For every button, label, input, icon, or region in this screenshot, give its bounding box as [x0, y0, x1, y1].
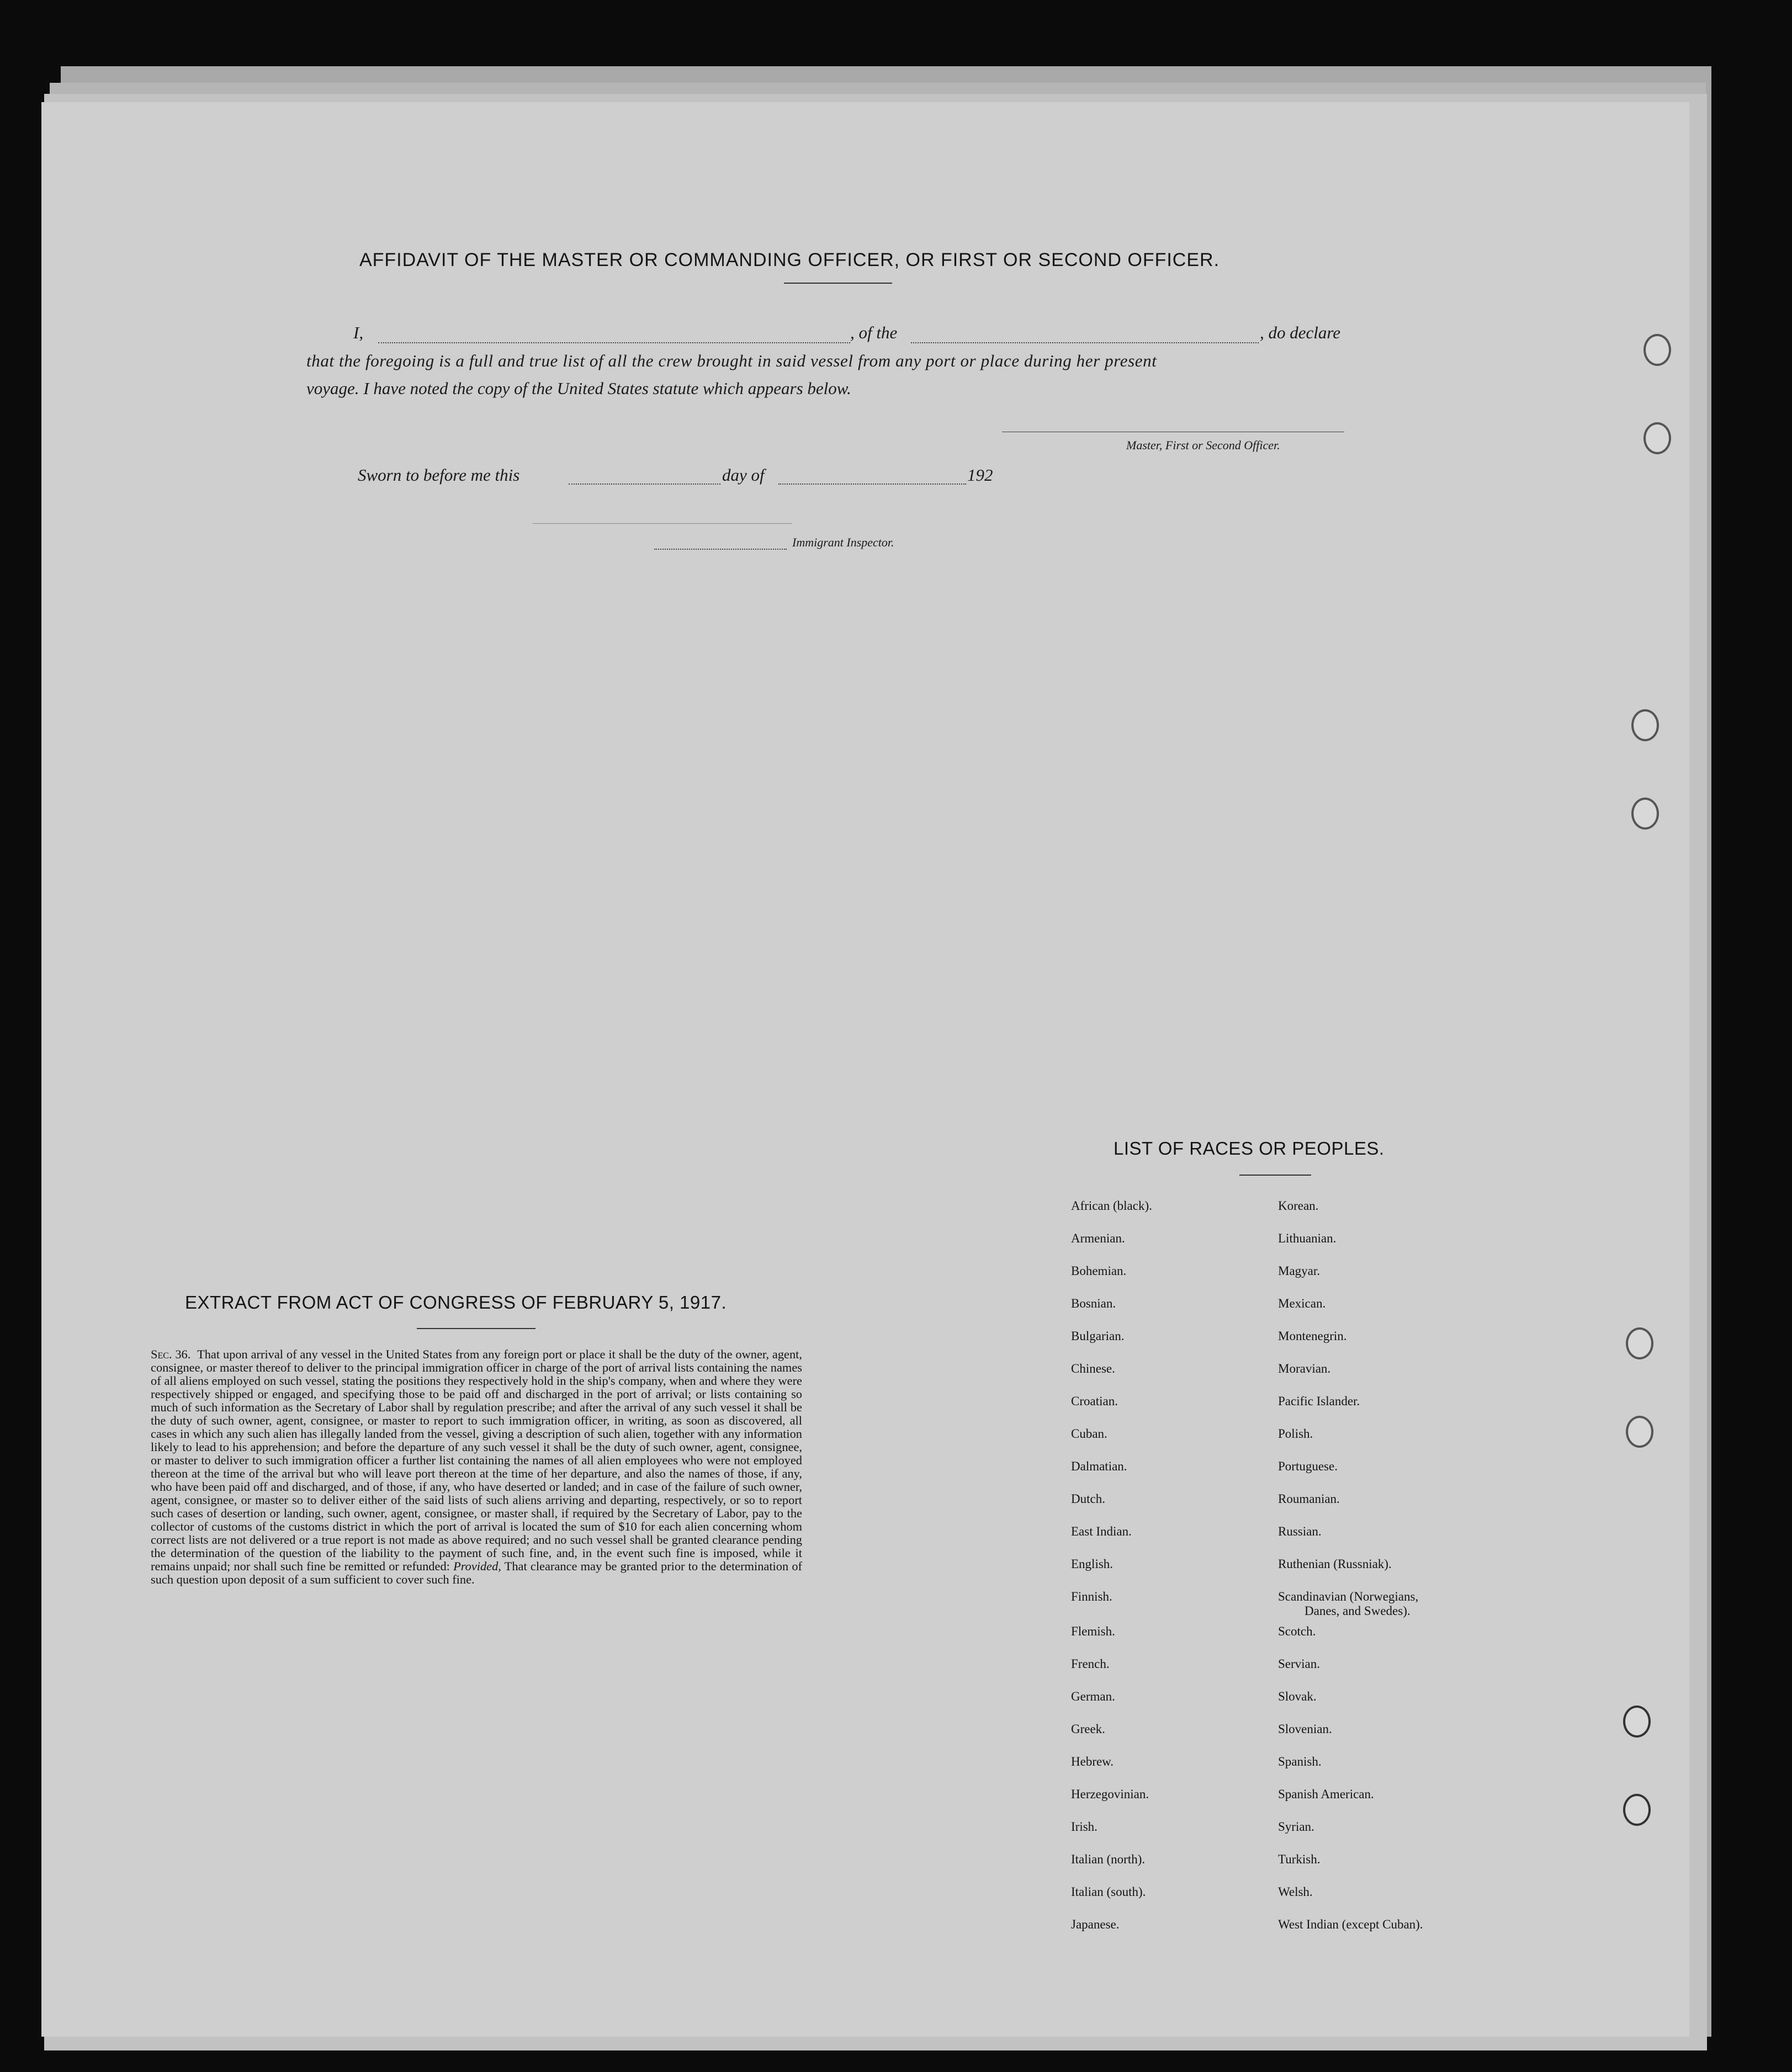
- sworn-day-field[interactable]: [569, 484, 720, 485]
- list-item: African (black).: [1071, 1199, 1152, 1213]
- sworn-month-field[interactable]: [778, 484, 966, 485]
- list-item: Slovenian.: [1278, 1722, 1332, 1736]
- master-signature-label: Master, First or Second Officer.: [1126, 438, 1280, 452]
- list-item: Scotch.: [1278, 1624, 1316, 1638]
- list-item: Spanish American.: [1278, 1787, 1374, 1801]
- list-item: West Indian (except Cuban).: [1278, 1917, 1423, 1931]
- list-item: Montenegrin.: [1278, 1329, 1347, 1343]
- affidavit-title: AFFIDAVIT OF THE MASTER OR COMMANDING OFFICER, OR FIRST OR SECOND OFFICER.: [359, 249, 1220, 270]
- affidavit-line-2: that the foregoing is a full and true list of all the crew brought in said vessel from any port or place during her present: [306, 351, 1157, 370]
- punch-hole-icon: [1631, 709, 1659, 741]
- provided-word: Provided,: [453, 1559, 501, 1573]
- list-item: Bohemian.: [1071, 1264, 1127, 1278]
- extract-title: EXTRACT FROM ACT OF CONGRESS OF FEBRUARY 5, 1917.: [185, 1292, 727, 1313]
- list-item: Turkish.: [1278, 1852, 1321, 1866]
- scandinavian-line-1: Scandinavian (Norwegians,: [1278, 1590, 1419, 1603]
- list-item: Croatian.: [1071, 1394, 1118, 1408]
- list-item: Dalmatian.: [1071, 1459, 1127, 1473]
- list-item: Moravian.: [1278, 1362, 1331, 1375]
- list-item: Armenian.: [1071, 1231, 1125, 1245]
- inspector-line: [533, 523, 792, 524]
- list-item: German.: [1071, 1690, 1115, 1703]
- list-item: Welsh.: [1278, 1885, 1313, 1899]
- list-item: French.: [1071, 1657, 1110, 1671]
- punch-hole-icon: [1626, 1416, 1653, 1448]
- punch-hole-icon: [1626, 1327, 1653, 1359]
- list-item: Italian (south).: [1071, 1885, 1146, 1899]
- list-item: Greek.: [1071, 1722, 1105, 1736]
- list-item: Slovak.: [1278, 1690, 1317, 1703]
- list-item: Flemish.: [1071, 1624, 1115, 1638]
- title-underline: [784, 283, 892, 284]
- statute-extract: [151, 1348, 802, 1586]
- sworn-prefix: Sworn to before me this: [358, 465, 520, 485]
- list-item: Roumanian.: [1278, 1492, 1340, 1506]
- list-item: Dutch.: [1071, 1492, 1105, 1506]
- section-label: Sec. 36.: [151, 1347, 191, 1361]
- list-item: Syrian.: [1278, 1820, 1314, 1834]
- list-item: Italian (north).: [1071, 1852, 1146, 1866]
- declarant-name-field[interactable]: [378, 342, 850, 343]
- list-item: [1278, 1590, 1418, 1618]
- list-item: Bosnian.: [1071, 1297, 1116, 1310]
- declare-text: , do declare: [1260, 323, 1341, 342]
- manifest-page: [41, 102, 1689, 2037]
- list-item: Hebrew.: [1071, 1755, 1114, 1768]
- punch-hole-icon: [1623, 1706, 1651, 1738]
- list-item: Pacific Islander.: [1278, 1394, 1360, 1408]
- affidavit-line-3: voyage. I have noted the copy of the United States statute which appears below.: [306, 379, 851, 398]
- statute-proviso: That clearance may be granted prior to the determination of such question upon deposit of a sum sufficient to cover such fine.: [151, 1559, 802, 1586]
- extract-title-underline: [417, 1328, 536, 1329]
- list-item: Spanish.: [1278, 1755, 1322, 1768]
- list-item: Portuguese.: [1278, 1459, 1338, 1473]
- sworn-year: 192: [967, 465, 993, 485]
- inspector-label: Immigrant Inspector.: [792, 535, 894, 549]
- list-item: Polish.: [1278, 1427, 1313, 1441]
- list-item: Magyar.: [1278, 1264, 1321, 1278]
- list-item: Chinese.: [1071, 1362, 1115, 1375]
- list-item: English.: [1071, 1557, 1114, 1571]
- statute-body: That upon arrival of any vessel in the United States from any foreign port or place it shall be the duty of the owner, agent, consignee, or master thereof to deliver to the principal immigration officer in charge of the port of arrival lists containing the names of all aliens employed on such vessel, stating the positions they respectively hold in the ship's company, when and where they were respectively shipped or engaged, and specifying those to be paid off and discharged in the port of arrival; or lists containing so much of such information as the Secretary of Labor shall by regulation prescribe; and after the arrival of any such vessel it shall be the duty of such owner, agent, consignee, or master to report to such immigration officer, in writing, as soon as discovered, all cases in which any such alien has illegally landed from the vessel, giving a description of such alien, together with any information likely to lead to his apprehension; and before the departure of any such vessel it shall be the duty of such owner, agent, consignee, or master to deliver to such immigration officer a further list containing the names of all alien employees who were not employed thereon at the time of the arrival but who will leave port thereon at the time of her departure, and also the names of those, if any, who have been paid off and discharged, and of those, if any, who have deserted or landed; and in case of the failure of such owner, agent, consignee, or master so to deliver either of the said lists of such aliens arriving and departing, respectively, or so to report such cases of desertion or landing, such owner, agent, consignee, or master shall, if required by the Secretary of Labor, pay to the collector of customs of the customs district in which the port of arrival is located the sum of $10 for each alien concerning whom correct lists are not delivered or a true report is not made as above required; and no such vessel shall be granted clearance pending the determination of the question of the liability to the payment of such fine, and, in the event such fine is imposed, while it remains unpaid; nor shall such fine be remitted or refunded:: [151, 1347, 802, 1573]
- punch-hole-icon: [1643, 422, 1671, 454]
- bleed-through-text: [229, 189, 1598, 225]
- list-item: Lithuanian.: [1278, 1231, 1337, 1245]
- list-item: Russian.: [1278, 1524, 1322, 1538]
- races-title-underline: [1239, 1175, 1311, 1176]
- scandinavian-line-2: Danes, and Swedes).: [1305, 1604, 1411, 1618]
- vessel-name-field[interactable]: [911, 342, 1259, 343]
- list-item: Finnish.: [1071, 1590, 1112, 1603]
- list-item: Bulgarian.: [1071, 1329, 1125, 1343]
- list-item: Ruthenian (Russniak).: [1278, 1557, 1392, 1571]
- list-item: East Indian.: [1071, 1524, 1132, 1538]
- list-item: Mexican.: [1278, 1297, 1326, 1310]
- list-item: Japanese.: [1071, 1917, 1120, 1931]
- punch-hole-icon: [1623, 1794, 1651, 1826]
- races-title: LIST OF RACES OR PEOPLES.: [1114, 1138, 1385, 1159]
- declarant-prefix: I,: [353, 323, 364, 342]
- list-item: Cuban.: [1071, 1427, 1107, 1441]
- sworn-day-of: day of: [722, 465, 765, 485]
- list-item: Irish.: [1071, 1820, 1098, 1834]
- list-item: Servian.: [1278, 1657, 1321, 1671]
- inspector-signature-field[interactable]: [654, 549, 787, 550]
- vessel-prefix: , of the: [850, 323, 898, 342]
- list-item: Korean.: [1278, 1199, 1319, 1213]
- list-item: Herzegovinian.: [1071, 1787, 1149, 1801]
- punch-hole-icon: [1643, 334, 1671, 366]
- punch-hole-icon: [1631, 798, 1659, 830]
